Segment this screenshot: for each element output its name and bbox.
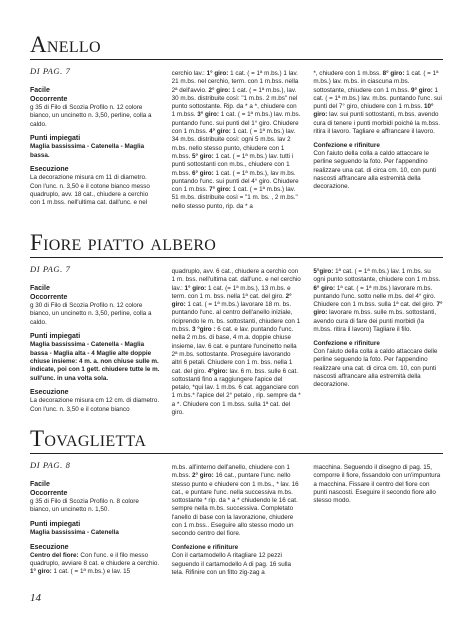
title-rule xyxy=(30,59,443,60)
page-reference: DI PAG. 8 xyxy=(30,460,71,470)
esecuzione-text: Centro del fiore: Con l'unc. e il filo messo quadruplo, avviare 8 cat. e chiudere a cerchio. 1° giro: 1 cat. ( = 1ª m.bs.) e lav. 15 xyxy=(30,551,160,576)
difficulty-label: Facile xyxy=(30,481,50,488)
esecuzione-heading: Esecuzione xyxy=(30,543,69,551)
section-title: Anello xyxy=(30,32,101,57)
section-fiore-piatto-albero xyxy=(30,230,443,423)
column-3 xyxy=(313,464,443,583)
instructions-paragraph: m.bs. all'interno dell'anello, chiudere con 1 m.bss. 2° giro: 16 cat., puntare l'unc. nello stesso punto e chiudere con 1 m.bs., * lav. 16 cat., e puntare l'unc. nella successiva m.bs. sottostante * rip. da * a * chiudendo le 16 cat. sempre nella m.bs. successiva. Completato l'anello di base con la lavorazione, chiudere con 1 m.bss.. Eseguire allo stesso modo un secondo centro del fiore. xyxy=(171,464,299,538)
column-1 xyxy=(30,70,160,217)
occorrente-text: g 35 di Filo di Scozia Profilo n. 12 colore bianco, un uncinetto n. 3,50, perline, colla a caldo. xyxy=(30,104,152,128)
esecuzione-heading: Esecuzione xyxy=(30,166,69,174)
instructions-paragraph: quadruplo, avv. 6 cat., chiudere a cerchio con 1 m. bss. nell'ultima cat. dall'unc. e nel cerchio lav.: 1° giro: 1 cat. (= 1ª m.bs.), 13 m.bs. e term. con 1 m. bss. nella 1ª cat. del giro. 2° giro: 1 cat. ( = 1ª m.bs.) lavorare 18 m. bs. puntando l'unc. al centro dell'anello iniziale, riciprendo le m. bs. sottostanti, chiudere con 1 m.bss. 3 °giro : 6 cat. e lav. puntando l'unc. nella 2 m.bs. di base, 4 m.a. doppie chiuse insieme, lav. 6 cat. e puntare l'uncinetto nella 2ª m.bs. sottostante. Proseguire lavorando altri 6 petali. Chiudere con 1 m. bss. nella 1 cat. del giro. 4°giro: lav. 6 m. bss. sulle 6 cat. sottostanti fino a raggiungere l'apice del petalo, *qui lav. 1 m.bs. 6 cat. agganciare con 1 m.bs.* l'apice del 2° petalo , rip. sempre da * a *. Chiudere con 1 m.bss. sulla 1ª cat. del giro. xyxy=(171,268,301,417)
confezione-heading: Confezione e rifiniture xyxy=(171,544,239,552)
column-1 xyxy=(30,268,160,423)
text-columns xyxy=(30,268,443,423)
column-3 xyxy=(313,70,443,217)
column-1 xyxy=(30,464,160,583)
difficulty-label: Facile xyxy=(30,285,50,292)
confezione-heading: Confezione e rifiniture xyxy=(313,339,380,347)
section-title: Tovaglietta xyxy=(30,426,147,451)
punti-text: Maglia bassissima - Catenella xyxy=(30,529,119,537)
section-title: Fiore piatto albero xyxy=(30,230,217,255)
esecuzione-text: La decorazione misura cm 12 cm. di diametro. Con l'unc. n. 3,50 e il cotone bianco xyxy=(30,397,160,413)
punti-heading: Punti impiegati xyxy=(30,521,81,529)
confezione-heading: Confezione e rifiniture xyxy=(313,141,380,149)
page-reference: DI PAG. 7 xyxy=(30,264,71,274)
occorrente-heading: Occorrente xyxy=(30,490,68,497)
difficulty-label: Facile xyxy=(30,87,50,94)
confezione-text: Con l'aiuto della colla a caldo attaccare delle perline seguendo la foto. Per l'appendino realizzare una cat. di circa cm. 10, con punti nascosti affrancare alla estremità della decorazione. xyxy=(313,348,438,389)
title-rule xyxy=(30,453,443,454)
occorrente-heading: Occorrente xyxy=(30,96,68,103)
instructions-paragraph: 5°giro: 1ª cat. ( = 1ª m.bs.) lav. 1 m.bs. su ogni punto sottostante, chiudere con 1 m.bss. 6° giro: 1ª cat. ( = 1ª m.bs.) lavorare m.bs. puntando l'unc. sotto nelle m.bs. del 4° giro. Chiudere con 1 m.bss. sulla 1ª cat. del giro. 7° giro: lavorare m.bss. sulle m.bs. sottostanti, avendo cura di fare dei punti morbidi (la m.bss. ritira il lavoro) Tagliare il filo. xyxy=(313,268,443,334)
column-2 xyxy=(172,268,302,423)
instructions-paragraph: macchina. Seguendo il disegno di pag. 15, comporre il fiore, fissandolo con un'impuntura a macchina. Fissare il centro del fiore con punti nascosti. Eseguire il secondo fiore allo stesso modo. xyxy=(313,464,441,505)
occorrente-heading: Occorrente xyxy=(30,294,68,301)
punti-heading: Punti impiegati xyxy=(30,135,81,143)
page-reference: DI PAG. 7 xyxy=(30,66,71,76)
page-number: 14 xyxy=(30,592,41,604)
punti-heading: Punti impiegati xyxy=(30,333,81,341)
instructions-paragraph: *, chiudere con 1 m.bss. 8° giro: 1 cat. ( = 1ª m.bs.) lav. m.bs. in ciascuna m.bs. sottostante, chiudere con 1 m.bss. 9° giro: 1 cat. ( = 1ª m.bs.) lav. m.bs. puntando l'unc. sui punti del 7° giro, chiudere con 1 m.bss. 10° giro: lav. sui punti sottostanti, m.bss. avendo cura di tenere i punti morbidi poichè la m.bss. ritira il lavoro. Tagliare e affrancare il lavoro. xyxy=(313,70,442,136)
text-columns xyxy=(30,464,443,583)
esecuzione-heading: Esecuzione xyxy=(30,389,69,397)
text-columns xyxy=(30,70,443,217)
section-tovaglietta xyxy=(30,426,443,583)
occorrente-text: g 35 di Filo di Scozia Profilo n. 8 colore bianco, un uncinetto n. 1,50. xyxy=(30,498,139,514)
title-rule xyxy=(30,257,443,258)
confezione-text: Con l'aiuto della colla a caldo attaccare le perline seguendo la foto. Per l'appendino realizzare una cat. di circa cm. 10, con punti nascosti affrancare alla estremità della decorazione. xyxy=(313,150,437,191)
column-2 xyxy=(172,464,302,583)
column-2 xyxy=(172,70,302,217)
section-anello xyxy=(30,32,443,217)
esecuzione-text: La decorazione misura cm 11 di diametro. Con l'unc. n. 3,50 e il cotone bianco messo quadruplo, avv. 18 cat., chiudere a cerchio con 1 m.bss. nell'ultima cat. dall'unc. e nel xyxy=(30,174,150,207)
occorrente-text: g 30 di Filo di Scozia Profilo n. 12 colore bianco, un uncinetto n. 3,50, perline, colla a caldo. xyxy=(30,302,152,326)
punti-text: Maglia bassissima - Catenella - Maglia bassa - Maglia alta - 4 Maglie alte doppie chiuse insieme: 4 m. a. non chiuse sulle m. indicate, poi con 1 gett. chiudere tutte le m. sull'unc. in una volta sola. xyxy=(30,341,160,382)
punti-text: Maglia bassissima - Catenella - Maglia bassa. xyxy=(30,143,145,159)
column-3 xyxy=(313,268,443,423)
confezione-text: Con il cartamodello A ritagliare 12 pezzi seguendo il cartamodello A di pag. 16 sulla tela. Rifinire con un fitto zig-zag a xyxy=(171,552,292,577)
instructions-paragraph: cerchio lav.: 1° giro: 1 cat. ( = 1ª m.bs.) 1 lav. 21 m.bs. nel cerchio, term. con 1 m.bss. nella 2ª dell'avvio. 2° giro: 1 cat. ( = 1ª m.bs.), lav. 30 m.bs. distribuite così: "1 m.bs. 2 m.bs" nel punto sottostante. Rip. da * a *, chiudere con 1 m.bss. 3° giro: 1 cat. ( = 1ª m.bs.) lav. m.bs. puntando l'unc. sui punti del 1° giro. Chiudere con 1 m.bss. 4° giro: 1 cat. ( = 1ª m.bs.) lav. 34 m.bs. distribuite così: ogni 5 m.bs. lav 2 m.bs. nello stesso punto, chiudere con 1 m.bss. 5° giro: 1 cat. ( = 1ª m.bs.) lav. tutti i punti sottostanti con m.bs., chiudere con 1 m.bss. 6° giro: 1 cat. ( = 1ª m.bs.), lav m.bs. puntando l'unc. sui punti del 4° giro. Chiudere con 1 m.bss. 7° giro: 1 cat. ( = 1ª m.bs.) lav. 51 m.bs. distribuite così = "1 m. bs. , 2 m.bs." nello stesso punto, rip. da * a xyxy=(171,70,301,210)
